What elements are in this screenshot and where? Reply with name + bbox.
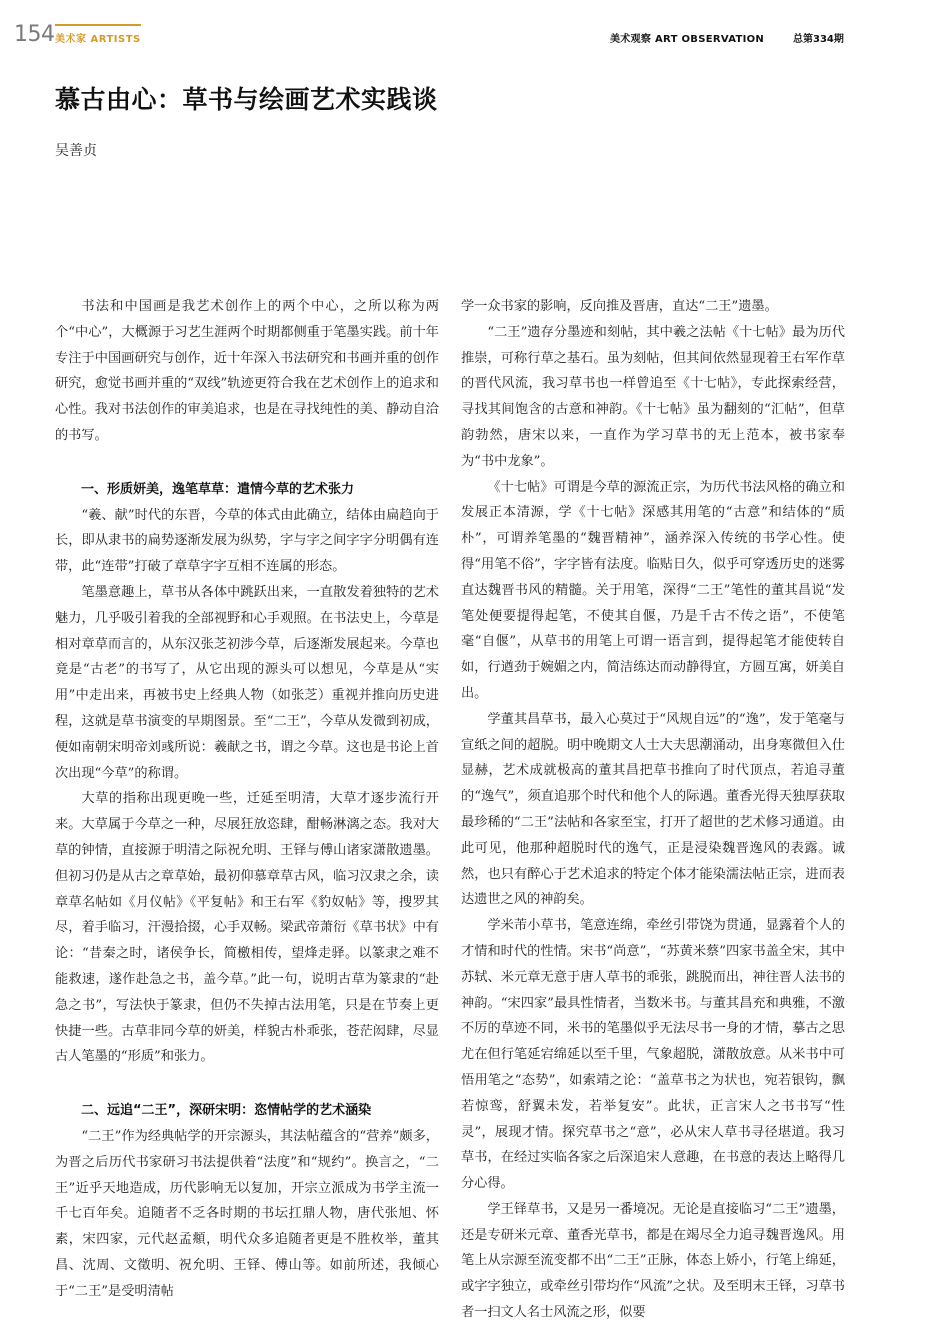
issue-number: 总第334期 [793,34,844,45]
paragraph: 《十七帖》可谓是今草的源流正宗，为历代书法风格的确立和发展正本清源，学《十七帖》深感其用笔的“古意”和结体的“质朴”，可谓养笔墨的“魏晋精神”，涵养深入传统的书学心性。使得“用笔不俗”，字字皆有法度。临贴日久，似乎可穿透历史的迷雾直达魏晋书风的精髓。关于用笔，深得“二王”笔性的董其昌说“发笔处便要提得起笔，不使其自偃，乃是千古不传之语”，不使笔毫“自偃”，从草书的用笔上可谓一语言到，提得起笔才能使转自如，行遒劲于婉媚之内，简洁练达而动静得宜，方圆互寓，妍美自出。 [461,479,845,701]
section-heading-1: 一、形质妍美，逸笔草草：遣情今草的艺术张力 [81,481,355,497]
paragraph: 学董其昌草书，最入心莫过于“风规自远”的“逸”，发于笔毫与宣纸之间的超脱。明中晚期文人士大夫思潮涌动，出身寒微但入仕显赫，艺术成就极高的董其昌把草书推向了时代顶点，若追寻董的“逸气”，须直追那个时代和他个人的际遇。董香光得天独厚获取最珍稀的“二王”法帖和各家至宝，打开了超世的艺术修习通道。由此可见，他那种超脱时代的逸气，正是浸染魏晋逸风的表露。诚然，也只有醉心于艺术追求的特定个体才能染濡法帖正宗，进而表达遗世之风的神韵矣。 [461,711,845,908]
page-number: 154 [14,22,55,47]
running-header [0,24,950,48]
paragraph: 学王铎草书，又是另一番境况。无论是直接临习“二王”遗墨，还是专研米元章、董香光草书，都是在竭尽全力追寻魏晋逸风。用笔上从宗源至流变都不出“二王”正脉，体态上娇小，行笔上绵延，或字字独立，或牵丝引带均作“风流”之状。及至明末王铎，习草书者一扫文人名士风流之形，似要 [461,1201,845,1321]
paragraph: 大草的指称出现更晚一些，迁延至明清，大草才逐步流行开来。大草属于今草之一种，尽展狂放恣肆，酣畅淋漓之态。我对大草的钟情，直接源于明清之际祝允明、王铎与傅山诸家潇散遗墨。但初习仍是从古之章草始，最初仰慕章草古风，临习汉隶之余，读章草名帖如《月仪帖》《平复帖》和王右军《豹奴帖》等，搜罗其尽，着手临习，汗漫拾掇，心手双畅。梁武帝萧衍《草书状》中有论：“昔秦之时，诸侯争长，简檄相传，望烽走驿。以篆隶之难不能救速，遂作赴急之书，盖今草。”此一句，说明古草为篆隶的“赴急之书”，写法快于篆隶，但仍不失掉古法用笔，只是在节奏上更快捷一些。古草非同今草的妍美，样貌古朴乖张，苍茫闳肆，尽显古人笔墨的“形质”和张力。 [55,791,439,1065]
section-heading-2: 二、远追“二王”，深研宋明：恣情帖学的艺术涵染 [81,1103,372,1119]
paragraph: 笔墨意趣上，草书从各体中跳跃出来，一直散发着独特的艺术魅力，几乎吸引着我的全部视野和心手观照。在书法史上，今草是相对章草而言的，从东汉张芝初涉今草，后逐渐发展起来。今草也竟是“古老”的书写了，从它出现的源头可以想见，今草是从“实用”中走出来，再被书史上经典人物（如张芝）重视并推向历史进程，这就是草书演变的早期图景。至“二王”，今草从发微到初成，便如南朝宋明帝刘彧所说：羲献之书，谓之今草。这也是书论上首次出现“今草”的称谓。 [55,584,439,781]
publication-name: 美术观察 ART OBSERVATION [610,34,765,45]
paragraph: 书法和中国画是我艺术创作上的两个中心，之所以称为两个“中心”，大概源于习艺生涯两个时期都侧重于笔墨实践。前十年专注于中国画研究与创作，近十年深入书法研究和书画并重的创作研究，愈觉书画并重的“双线”轨迹更符合我在艺术创作上的追求和心性。我对书法创作的审美追求，也是在寻找纯性的美、静动自洽的书写。 [55,299,439,443]
paragraph: “二王”作为经典帖学的开宗源头，其法帖蕴含的“营养”颇多，为晋之后历代书家研习书法提供着“法度”和“规约”。换言之，“二王”近乎天地造成，历代影响无以复加，开宗立派成为书学主流一千七百年矣。追随者不乏各时期的书坛扛鼎人物，唐代张旭、怀素，宋四家，元代赵孟頫，明代众多追随者更是不胜枚举，董其昌、沈周、文徵明、祝允明、王铎、傅山等。如前所述，我倾心于“二王”是受明清帖 [55,1128,439,1299]
paragraph-continued: 学一众书家的影响，反向推及晋唐，直达“二王”遗墨。 [461,299,778,314]
paragraph: “二王”遗存分墨迹和刻帖，其中羲之法帖《十七帖》最为历代推崇，可称行草之基石。虽为刻帖，但其间依然显现着王右军作草的晋代风流，我习草书也一样曾追至《十七帖》，专此探索经营，寻找其间饱含的古意和神韵。《十七帖》虽为翻刻的“汇帖”，但草韵勃然，唐宋以来，一直作为学习草书的无上范本，被书家奉为“书中龙象”。 [461,324,845,469]
section-rule [55,24,141,26]
section-label: 美术家 ARTISTS [55,34,141,45]
right-column [461,294,845,1326]
paragraph: 学米芾小草书，笔意连绵，牵丝引带饶为贯通，显露着个人的才情和时代的性情。宋书“尚意”，“苏黄米蔡”四家书盖全宋，其中苏轼、米元章无意于唐人草书的乖张，跳脱而出，神往晋人法书的神韵。“宋四家”最具性情者，当数米书。与董其昌充和典雅，不激不厉的草迹不同，米书的笔墨似乎无法尽书一身的才情，摹古之思尤在但行笔延宕绵延以至千里，气象超脱，潇散放意。从米书中可悟用笔之“态势”，如索靖之论：“盖草书之为状也，宛若银钩，飘若惊鸾，舒翼未发，若举复安”。此状，正言宋人之书书写“性灵”，展现才情。探究草书之“意”，必从宋人草书寻径堪道。我习草书，在经过实临各家之后深追宋人意趣，在书意的表达上略得几分心得。 [461,918,845,1192]
paragraph: “羲、献”时代的东晋，今草的体式由此确立，结体由扁趋向于长，即从隶书的扁势逐渐发展为纵势，字与字之间字字分明偶有连带，此“连带”打破了章草字字互相不连属的形态。 [55,507,439,575]
article-title: 慕古由心：草书与绘画艺术实践谈 [55,85,438,114]
left-column [55,294,439,1304]
article-author: 吴善贞 [55,143,97,159]
